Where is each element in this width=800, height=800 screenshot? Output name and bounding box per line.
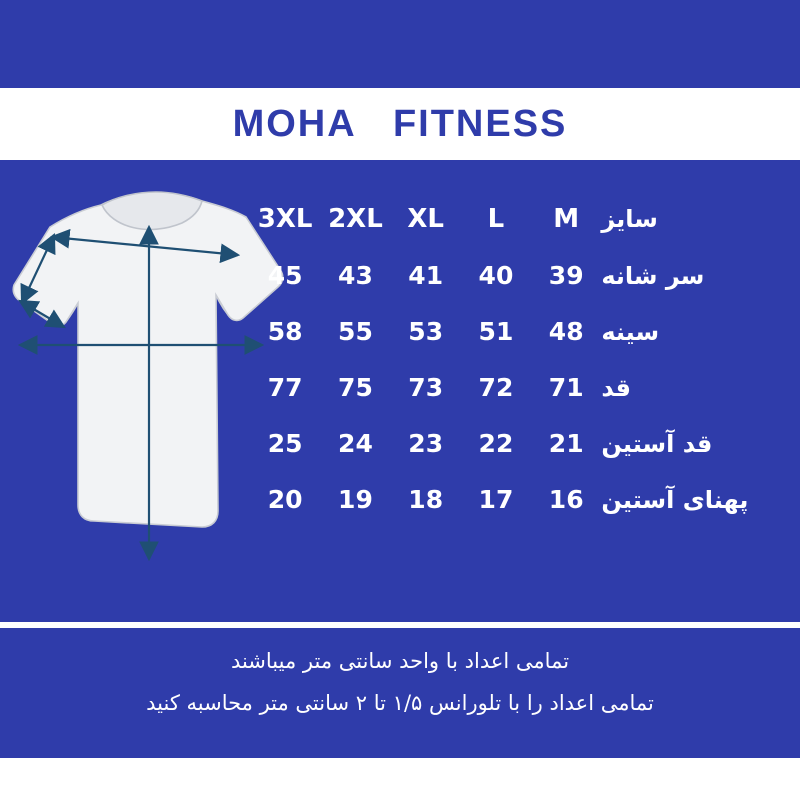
cell-length-l: 72 bbox=[478, 373, 514, 402]
size-table-head bbox=[250, 190, 780, 247]
title-strip bbox=[0, 88, 800, 160]
cell-sleeve-width-3xl: 20 bbox=[267, 485, 303, 514]
size-table bbox=[250, 190, 780, 527]
cell-chest-2xl: 55 bbox=[338, 317, 373, 346]
row-label-length: قد bbox=[601, 373, 631, 402]
header-size-2xl: 2XL bbox=[328, 204, 383, 234]
cell-shoulder-2xl: 43 bbox=[338, 261, 373, 290]
header-size-l: L bbox=[487, 204, 505, 234]
cell-shoulder-m: 39 bbox=[548, 261, 584, 290]
table-row bbox=[250, 471, 780, 527]
header-size-3xl: 3XL bbox=[257, 204, 313, 234]
cell-sleeve-length-l: 22 bbox=[478, 429, 514, 458]
top-blue-band bbox=[0, 0, 800, 88]
cell-sleeve-width-m: 16 bbox=[548, 485, 584, 514]
cell-chest-3xl: 58 bbox=[267, 317, 303, 346]
header-label-size: سایز bbox=[601, 205, 658, 233]
cell-sleeve-length-xl: 23 bbox=[408, 429, 444, 458]
header-size-xl: XL bbox=[407, 204, 445, 234]
table-header-row bbox=[250, 190, 780, 247]
cell-length-xl: 73 bbox=[408, 373, 444, 402]
cell-length-3xl: 77 bbox=[267, 373, 303, 402]
row-label-sleeve-length: قد آستین bbox=[601, 429, 713, 458]
bottom-white-band bbox=[0, 758, 800, 800]
size-table-body bbox=[250, 247, 780, 527]
table-row bbox=[250, 359, 780, 415]
cell-length-2xl: 75 bbox=[338, 373, 373, 402]
cell-chest-l: 51 bbox=[478, 317, 514, 346]
table-row bbox=[250, 415, 780, 471]
cell-chest-xl: 53 bbox=[408, 317, 444, 346]
brand-title: MOHA FITNESS bbox=[232, 102, 568, 145]
footer-notes bbox=[0, 636, 800, 729]
row-label-shoulder: سر شانه bbox=[601, 261, 705, 290]
table-row bbox=[250, 247, 780, 303]
note-unit: تمامی اعداد با واحد سانتی متر میباشند bbox=[230, 649, 570, 673]
cell-sleeve-width-2xl: 19 bbox=[338, 485, 373, 514]
cell-shoulder-3xl: 45 bbox=[267, 261, 303, 290]
row-label-sleeve-width: پهنای آستین bbox=[601, 485, 749, 514]
cell-sleeve-width-l: 17 bbox=[478, 485, 514, 514]
cell-length-m: 71 bbox=[548, 373, 584, 402]
table-row bbox=[250, 303, 780, 359]
note-tolerance: تمامی اعداد را با تلورانس ۱/۵ تا ۲ سانتی متر محاسبه کنید bbox=[146, 690, 654, 715]
cell-chest-m: 48 bbox=[548, 317, 584, 346]
cell-sleeve-length-m: 21 bbox=[548, 429, 584, 458]
cell-shoulder-xl: 41 bbox=[408, 261, 444, 290]
cell-sleeve-length-3xl: 25 bbox=[267, 429, 303, 458]
header-size-m: M bbox=[553, 204, 580, 234]
cell-shoulder-l: 40 bbox=[478, 261, 514, 290]
cell-sleeve-width-xl: 18 bbox=[408, 485, 444, 514]
row-label-chest: سینه bbox=[601, 317, 660, 346]
cell-sleeve-length-2xl: 24 bbox=[338, 429, 373, 458]
